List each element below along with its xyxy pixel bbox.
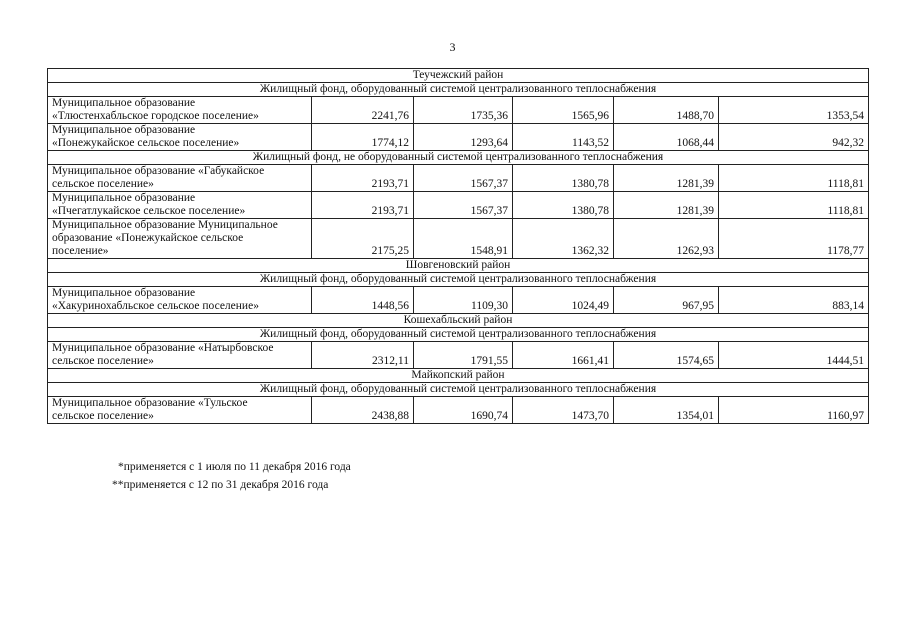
rate-value-4: 1262,93 xyxy=(614,219,719,259)
rate-value-4: 1281,39 xyxy=(614,192,719,219)
municipality-name-line: «Пчегатлукайское сельское поселение» xyxy=(52,205,246,217)
municipality-name-line: сельское поселение» xyxy=(52,178,154,190)
tariff-table xyxy=(47,68,869,424)
rate-value-3: 1143,52 xyxy=(513,124,614,151)
rate-value-3: 1362,32 xyxy=(513,219,614,259)
municipality-name-line: Муниципальное образование xyxy=(52,124,196,136)
rate-value-2: 1567,37 xyxy=(414,165,513,192)
group-row xyxy=(48,151,869,165)
municipality-name-line: «Хакуринохабльское сельское поселение» xyxy=(52,300,259,312)
rate-value-1: 2438,88 xyxy=(312,397,414,424)
tariff-table-body xyxy=(48,69,869,424)
table-row xyxy=(48,287,869,314)
rate-value-2: 1735,36 xyxy=(414,97,513,124)
municipality-name xyxy=(48,165,312,192)
municipality-name-line: Муниципальное образование «Тульское xyxy=(52,397,248,409)
rate-value-4: 1281,39 xyxy=(614,165,719,192)
rate-value-2: 1567,37 xyxy=(414,192,513,219)
rate-value-3: 1473,70 xyxy=(513,397,614,424)
rate-value-2: 1293,64 xyxy=(414,124,513,151)
group-heading: Жилищный фонд, оборудованный системой централизованного теплоснабжения xyxy=(48,383,869,397)
rate-value-5: 1118,81 xyxy=(719,192,869,219)
rate-value-1: 2193,71 xyxy=(312,192,414,219)
municipality-name xyxy=(48,192,312,219)
municipality-name xyxy=(48,287,312,314)
municipality-name-line: «Тлюстенхабльское городское поселение» xyxy=(52,110,259,122)
municipality-name xyxy=(48,342,312,369)
rate-value-1: 1774,12 xyxy=(312,124,414,151)
municipality-name-line: «Понежукайское сельское поселение» xyxy=(52,137,240,149)
municipality-name-line: сельское поселение» xyxy=(52,355,154,367)
table-row xyxy=(48,165,869,192)
rate-value-1: 1448,56 xyxy=(312,287,414,314)
rate-value-4: 1354,01 xyxy=(614,397,719,424)
group-heading: Жилищный фонд, оборудованный системой централизованного теплоснабжения xyxy=(48,273,869,287)
rate-value-5: 1118,81 xyxy=(719,165,869,192)
table-row xyxy=(48,219,869,259)
district-heading: Шовгеновский район xyxy=(48,259,869,273)
rate-value-3: 1661,41 xyxy=(513,342,614,369)
municipality-name-line: образование «Понежукайское сельское xyxy=(52,232,244,244)
municipality-name xyxy=(48,124,312,151)
rate-value-4: 1488,70 xyxy=(614,97,719,124)
rate-value-1: 2241,76 xyxy=(312,97,414,124)
table-row xyxy=(48,192,869,219)
municipality-name-line: Муниципальное образование xyxy=(52,192,196,204)
rate-value-2: 1109,30 xyxy=(414,287,513,314)
rate-value-5: 1444,51 xyxy=(719,342,869,369)
district-row xyxy=(48,314,869,328)
municipality-name-line: сельское поселение» xyxy=(52,410,154,422)
rate-value-3: 1024,49 xyxy=(513,287,614,314)
table-row xyxy=(48,397,869,424)
municipality-name xyxy=(48,219,312,259)
municipality-name-line: Муниципальное образование Муниципальное xyxy=(52,219,278,231)
district-row xyxy=(48,69,869,83)
rate-value-5: 1160,97 xyxy=(719,397,869,424)
footnote-second: **применяется с 12 по 31 декабря 2016 года xyxy=(112,479,329,491)
rate-value-5: 942,32 xyxy=(719,124,869,151)
district-row xyxy=(48,369,869,383)
municipality-name xyxy=(48,97,312,124)
rate-value-2: 1791,55 xyxy=(414,342,513,369)
rate-value-3: 1380,78 xyxy=(513,165,614,192)
district-row xyxy=(48,259,869,273)
rate-value-2: 1548,91 xyxy=(414,219,513,259)
municipality-name-line: Муниципальное образование «Габукайское xyxy=(52,165,265,177)
rate-value-2: 1690,74 xyxy=(414,397,513,424)
rate-value-1: 2175,25 xyxy=(312,219,414,259)
municipality-name xyxy=(48,397,312,424)
group-heading: Жилищный фонд, оборудованный системой централизованного теплоснабжения xyxy=(48,83,869,97)
rate-value-4: 967,95 xyxy=(614,287,719,314)
table-row xyxy=(48,124,869,151)
municipality-name-line: Муниципальное образование «Натырбовское xyxy=(52,342,274,354)
municipality-name-line: поселение» xyxy=(52,245,109,257)
district-heading: Майкопский район xyxy=(48,369,869,383)
rate-value-3: 1380,78 xyxy=(513,192,614,219)
group-row xyxy=(48,383,869,397)
rate-value-1: 2193,71 xyxy=(312,165,414,192)
municipality-name-line: Муниципальное образование xyxy=(52,97,196,109)
group-row xyxy=(48,83,869,97)
district-heading: Кошехабльский район xyxy=(48,314,869,328)
group-row xyxy=(48,328,869,342)
rate-value-5: 1178,77 xyxy=(719,219,869,259)
rate-value-3: 1565,96 xyxy=(513,97,614,124)
rate-value-5: 883,14 xyxy=(719,287,869,314)
group-heading: Жилищный фонд, оборудованный системой централизованного теплоснабжения xyxy=(48,328,869,342)
table-row xyxy=(48,342,869,369)
rate-value-5: 1353,54 xyxy=(719,97,869,124)
district-heading: Теучежский район xyxy=(48,69,869,83)
group-heading: Жилищный фонд, не оборудованный системой централизованного теплоснабжения xyxy=(48,151,869,165)
rate-value-4: 1574,65 xyxy=(614,342,719,369)
rate-value-1: 2312,11 xyxy=(312,342,414,369)
table-row xyxy=(48,97,869,124)
municipality-name-line: Муниципальное образование xyxy=(52,287,196,299)
rate-value-4: 1068,44 xyxy=(614,124,719,151)
page-number: 3 xyxy=(449,40,456,54)
group-row xyxy=(48,273,869,287)
footnote-first: *применяется с 1 июля по 11 декабря 2016 года xyxy=(118,461,351,473)
